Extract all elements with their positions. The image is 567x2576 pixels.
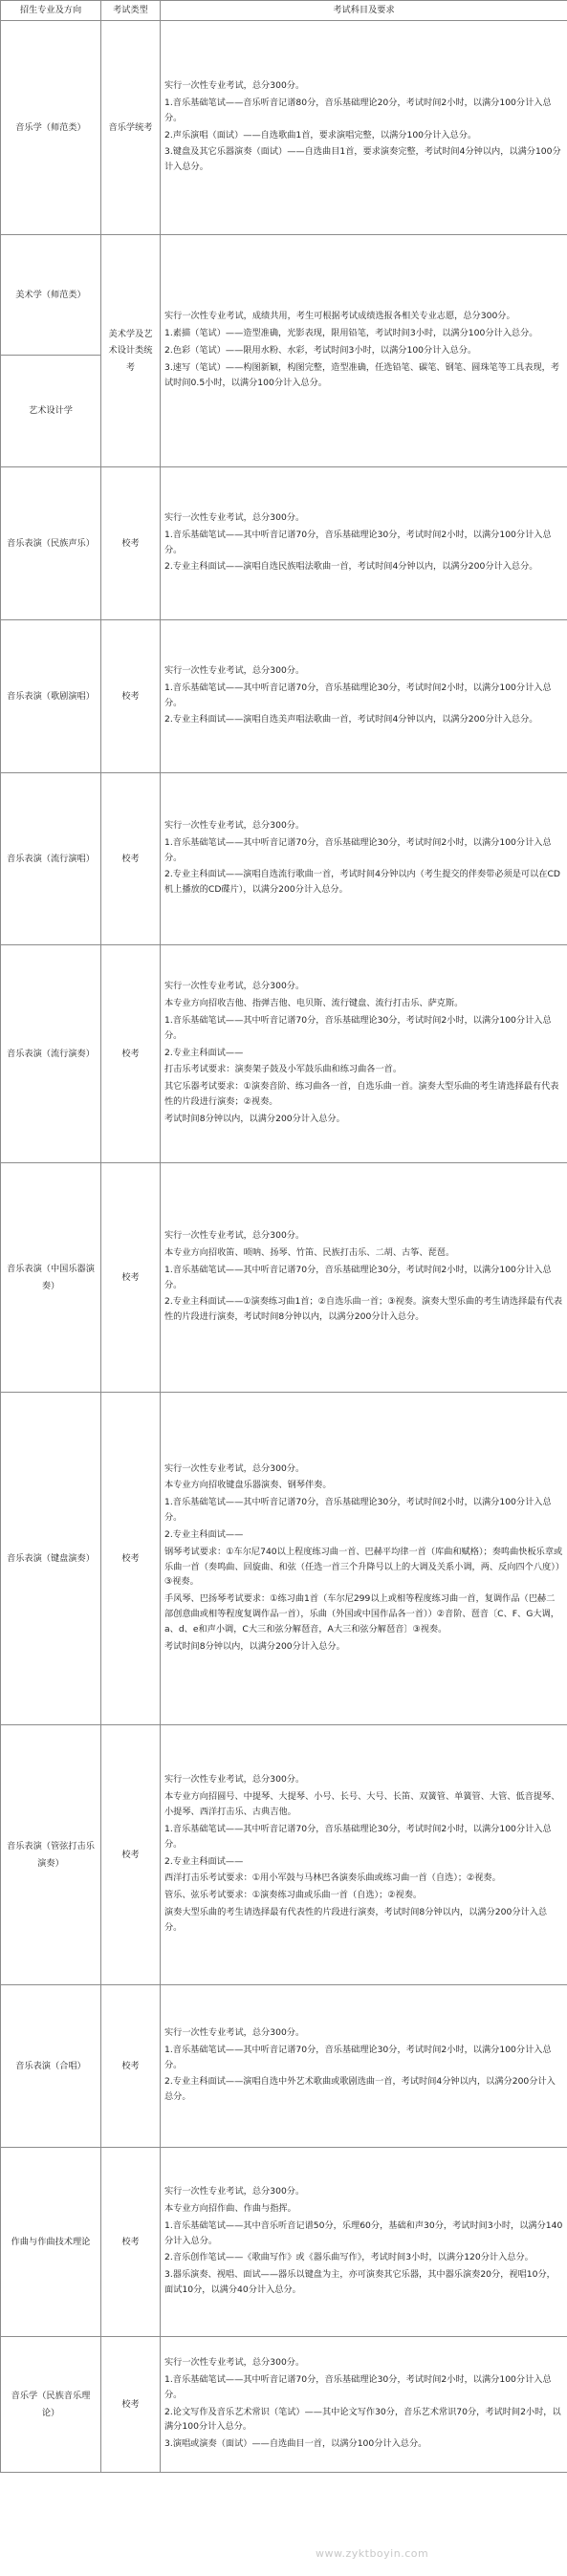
requirement-line: 1.音乐基础笔试——其中听音记谱70分，音乐基础理论30分，考试时间2小时，以满分100分计入总分。	[164, 1823, 552, 1850]
exam-type: 校考	[121, 2060, 140, 2071]
requirement-line: 打击乐考试要求：演奏架子鼓及小军鼓乐曲和练习曲各一首。	[164, 1064, 403, 1075]
requirements-cell	[161, 235, 567, 467]
requirements-cell	[161, 1985, 567, 2148]
major-cell	[1, 1163, 101, 1393]
requirement-line: 考试时间8分钟以内，以满分200分计入总分。	[164, 1113, 345, 1124]
major-cell	[1, 467, 101, 620]
requirement-line: 1.音乐基础笔试——其中听音记谱70分，音乐基础理论30分，考试时间2小时，以满分100分计入总分。	[164, 836, 552, 863]
requirement-line: 2.专业主科面试——	[164, 1528, 244, 1540]
requirement-line: 2.专业主科面试——演唱自选民族唱法歌曲一首，考试时间4分钟以内，以满分200分计入总分。	[164, 561, 538, 573]
requirement-line: 3.演唱或演奏（面试）——自选曲目一首，以满分100分计入总分。	[164, 2438, 427, 2450]
requirement-line: 其它乐器考试要求：①演奏音阶、练习曲各一首，自选乐曲一首。演奏大型乐曲的考生请选择最有代表性的片段进行演奏；②视奏。	[164, 1081, 559, 1108]
table-row	[1, 1393, 567, 1725]
requirements-cell	[161, 773, 567, 945]
requirement-line: 实行一次性专业考试，总分300分。	[164, 664, 305, 676]
requirement-line: 2.专业主科面试——	[164, 1047, 244, 1058]
requirements-cell	[161, 1393, 567, 1725]
requirements-cell	[161, 467, 567, 620]
header-type: 考试类型	[101, 1, 161, 21]
major-cell	[1, 356, 101, 467]
exam-type: 音乐学统考	[108, 121, 153, 133]
requirement-line: 3.速写（笔试）——构图新颖，构图完整，造型准确，任选铅笔、碳笔、钢笔、圆珠笔等工具表现，考试时间0.5小时，以满分100分计入总分。	[164, 361, 560, 388]
exam-type: 校考	[121, 2398, 140, 2410]
requirements-cell	[161, 2337, 567, 2473]
major-name: 美术学（师范类）	[15, 289, 86, 300]
requirement-line: 2.专业主科面试——	[164, 1855, 244, 1867]
requirement-line: 1.音乐基础笔试——其中听音记谱70分，音乐基础理论30分，考试时间2小时，以满分100分计入总分。	[164, 1014, 552, 1041]
requirement-line: 2.声乐演唱（面试）——自选歌曲1首，要求演唱完整，以满分100分计入总分。	[164, 129, 477, 141]
requirement-line: 1.音乐基础笔试——其中听音记谱70分，音乐基础理论30分，考试时间2小时，以满分100分计入总分。	[164, 529, 552, 555]
requirement-line: 1.音乐基础笔试——其中音乐听音记谱50分，乐理60分，基础和声30分，考试时间3小时，以满分140分计入总分。	[164, 2219, 563, 2246]
requirements-cell	[161, 945, 567, 1163]
requirement-line: 实行一次性专业考试，总分300分。	[164, 2026, 305, 2038]
exam-type-cell	[101, 21, 161, 235]
requirement-line: 实行一次性专业考试，总分300分。	[164, 511, 305, 523]
major-name: 作曲与作曲技术理论	[11, 2236, 91, 2247]
requirement-line: 钢琴考试要求：①车尔尼740以上程度练习曲一首、巴赫平均律一首（库曲和赋格）；奏鸣曲快板乐章或乐曲一首（奏鸣曲、回旋曲、和弦（任选一首三个升降号以上的大调及关系小调，两、反向四个八度））③视奏。	[164, 1546, 563, 1588]
requirement-line: 西洋打击乐考试要求：①用小军鼓与马林巴各演奏乐曲或练习曲一首（自选）；②视奏。	[164, 1872, 501, 1884]
exam-type: 校考	[121, 1552, 140, 1564]
table-row	[1, 21, 567, 235]
table-row	[1, 1163, 567, 1393]
exam-type-cell	[101, 945, 161, 1163]
requirements-cell	[161, 2148, 567, 2337]
table-row	[1, 620, 567, 773]
major-name: 音乐表演（合唱）	[15, 2060, 86, 2071]
major-cell	[1, 945, 101, 1163]
requirement-line: 考试时间8分钟以内，以满分200分计入总分。	[164, 1640, 345, 1652]
watermark: www.zyktboyin.com	[316, 2547, 429, 2560]
exam-type-cell	[101, 2148, 161, 2337]
requirement-line: 实行一次性专业考试，总分300分。	[164, 819, 305, 831]
table-row	[1, 2148, 567, 2337]
header-requirements: 考试科目及要求	[161, 1, 567, 21]
requirement-line: 1.音乐基础笔试——其中听音记谱70分，音乐基础理论30分，考试时间2小时，以满分100分计入总分。	[164, 2373, 552, 2400]
requirement-line: 实行一次性专业考试，总分300分。	[164, 1774, 305, 1786]
major-name: 音乐表演（民族声乐）	[7, 537, 95, 549]
requirement-line: 1.音乐基础笔试——其中听音记谱70分，音乐基础理论30分，考试时间2小时，以满分100分计入总分。	[164, 1497, 552, 1524]
major-cell	[1, 1985, 101, 2148]
requirement-line: 2.音乐创作笔试——《歌曲写作》或《器乐曲写作》，考试时间3小时，以满分120分计入总分。	[164, 2252, 534, 2263]
requirement-line: 2.专业主科面试——演唱自选流行歌曲一首，考试时间4分钟以内（考生提交的伴奏带必须是可以在CD机上播放的CD碟片），以满分200分计入总分。	[164, 869, 560, 896]
exam-type-cell	[101, 1163, 161, 1393]
major-name: 音乐学（师范类）	[15, 121, 86, 133]
requirement-line: 本专业方向招收笛、唢呐、扬琴、竹笛、民族打击乐、二胡、古筝、琵琶。	[164, 1246, 455, 1258]
exam-type-cell	[101, 1725, 161, 1985]
exam-type: 校考	[121, 1271, 140, 1283]
table-header-row	[1, 1, 567, 21]
requirements-cell	[161, 1163, 567, 1393]
major-cell	[1, 2148, 101, 2337]
table-row	[1, 1985, 567, 2148]
table-row	[1, 235, 567, 356]
major-name: 音乐表演（流行演唱）	[7, 853, 95, 864]
requirement-line: 实行一次性专业考试，总分300分。	[164, 2357, 305, 2369]
table-row	[1, 467, 567, 620]
requirement-line: 本专业方向招收键盘乐器演奏、钢琴伴奏。	[164, 1480, 332, 1491]
exam-type-cell	[101, 2337, 161, 2473]
exam-type-cell	[101, 620, 161, 773]
requirement-line: 演奏大型乐曲的考生请选择最有代表性的片段进行演奏，考试时间8分钟以内，以满分200分计入总分。	[164, 1906, 548, 1933]
exam-type: 校考	[121, 853, 140, 864]
requirement-line: 本专业方向招收吉他、指弹吉他、电贝斯、流行键盘、流行打击乐、萨克斯。	[164, 998, 464, 1009]
requirement-line: 实行一次性专业考试，总分300分。	[164, 2186, 305, 2197]
exam-type-cell	[101, 467, 161, 620]
requirement-line: 2.专业主科面试——①演奏练习曲1首；②自选乐曲一首；③视奏。演奏大型乐曲的考生请选择最有代表性的片段进行演奏，考试时间8分钟以内，以满分200分计入总分。	[164, 1296, 563, 1323]
exam-type: 校考	[121, 690, 140, 702]
requirements-cell	[161, 1725, 567, 1985]
major-cell	[1, 235, 101, 356]
exam-type: 美术学及艺术设计类统考	[108, 328, 153, 373]
major-name: 音乐表演（歌剧演唱）	[7, 690, 95, 702]
requirement-line: 2.论文写作及音乐艺术常识（笔试）——其中论文写作30分，音乐艺术常识70分，考试时间2小时，以满分100分计入总分。	[164, 2406, 561, 2433]
major-cell	[1, 620, 101, 773]
major-name: 音乐表演（中国乐器演奏）	[7, 1264, 95, 1291]
requirement-line: 本专业方向招圆号、中提琴、大提琴、小号、长号、大号、长笛、双簧管、单簧管、大管、低音提琴、小提琴、西洋打击乐、古典吉他。	[164, 1791, 560, 1818]
major-cell	[1, 2337, 101, 2473]
table-row	[1, 1725, 567, 1985]
major-name: 音乐表演（管弦打击乐演奏）	[7, 1841, 95, 1869]
table-row	[1, 945, 567, 1163]
requirement-line: 2.专业主科面试——演唱自选中外艺术歌曲或歌剧选曲一首，考试时间4分钟以内，以满分200分计入总分。	[164, 2076, 556, 2103]
requirement-line: 1.音乐基础笔试——其中听音记谱70分，音乐基础理论30分，考试时间2小时，以满分100分计入总分。	[164, 1264, 552, 1290]
table-body	[1, 21, 567, 2473]
requirement-line: 3.器乐演奏、视唱、面试——器乐以键盘为主，亦可演奏其它乐器，其中器乐演奏20分，视唱10分，面试10分，以满分40分计入总分。	[164, 2269, 556, 2296]
requirement-line: 实行一次性专业考试，总分300分。	[164, 1462, 305, 1474]
requirements-cell	[161, 21, 567, 235]
major-name: 音乐表演（键盘演奏）	[7, 1552, 95, 1564]
major-name: 音乐学（民族音乐理论）	[11, 2391, 91, 2418]
requirement-line: 1.音乐基础笔试——其中听音记谱70分，音乐基础理论30分，考试时间2小时，以满分100分计入总分。	[164, 2044, 552, 2070]
requirement-line: 1.音乐基础笔试——其中听音记谱70分，音乐基础理论30分，考试时间2小时，以满分100分计入总分。	[164, 682, 552, 708]
table-row	[1, 773, 567, 945]
requirement-line: 管乐、弦乐考试要求：①演奏练习曲或乐曲一首（自选）；②视奏。	[164, 1890, 423, 1901]
exam-type-cell	[101, 235, 161, 467]
exam-type-cell	[101, 1985, 161, 2148]
requirement-line: 实行一次性专业考试，总分300分。	[164, 80, 305, 92]
requirement-line: 3.键盘及其它乐器演奏（面试）——自选曲目1首，要求演奏完整，考试时间4分钟以内，以满分100分计入总分。	[164, 146, 561, 173]
requirement-line: 实行一次性专业考试，总分300分。	[164, 981, 305, 992]
requirement-line: 本专业方向招作曲、作曲与指挥。	[164, 2202, 296, 2214]
requirement-line: 实行一次性专业考试，成绩共用，考生可根据考试成绩选报各相关专业志愿，总分300分。	[164, 311, 515, 322]
table-row	[1, 2337, 567, 2473]
requirement-line: 2.色彩（笔试）——限用水粉、水彩，考试时间3小时，以满分100分计入总分。	[164, 345, 477, 357]
header-major: 招生专业及方向	[1, 1, 101, 21]
major-cell	[1, 1725, 101, 1985]
requirement-line: 1.音乐基础笔试——音乐听音记谱80分，音乐基础理论20分，考试时间2小时，以满分100分计入总分。	[164, 97, 552, 123]
major-cell	[1, 773, 101, 945]
requirement-line: 手风琴、巴扬琴考试要求：①练习曲1首（车尔尼299以上或相等程度练习曲一首，复调作品（巴赫二部创意曲或相等程度复调作品一首），乐曲（外国或中国作品各一首））②音阶、琶音〔C、F、G大调，a、d、e和声小调，C大三和弦分解琶音，A大三和弦分解琶音〕③视奏。	[164, 1593, 559, 1634]
requirement-line: 实行一次性专业考试，总分300分。	[164, 1230, 305, 1242]
exam-type: 校考	[121, 1048, 140, 1059]
exam-type: 校考	[121, 1849, 140, 1860]
exam-type: 校考	[121, 537, 140, 549]
major-name: 艺术设计学	[29, 405, 73, 417]
major-name: 音乐表演（流行演奏）	[7, 1048, 95, 1059]
exam-type-cell	[101, 1393, 161, 1725]
major-cell	[1, 1393, 101, 1725]
exam-type-cell	[101, 773, 161, 945]
requirement-line: 2.专业主科面试——演唱自选美声唱法歌曲一首，考试时间4分钟以内，以满分200分计入总分。	[164, 714, 538, 725]
requirement-line: 1.素描（笔试）——造型准确，光影表现，限用铅笔，考试时间3小时，以满分100分计入总分。	[164, 328, 538, 339]
exam-type: 校考	[121, 2236, 140, 2247]
major-cell	[1, 21, 101, 235]
requirements-cell	[161, 620, 567, 773]
